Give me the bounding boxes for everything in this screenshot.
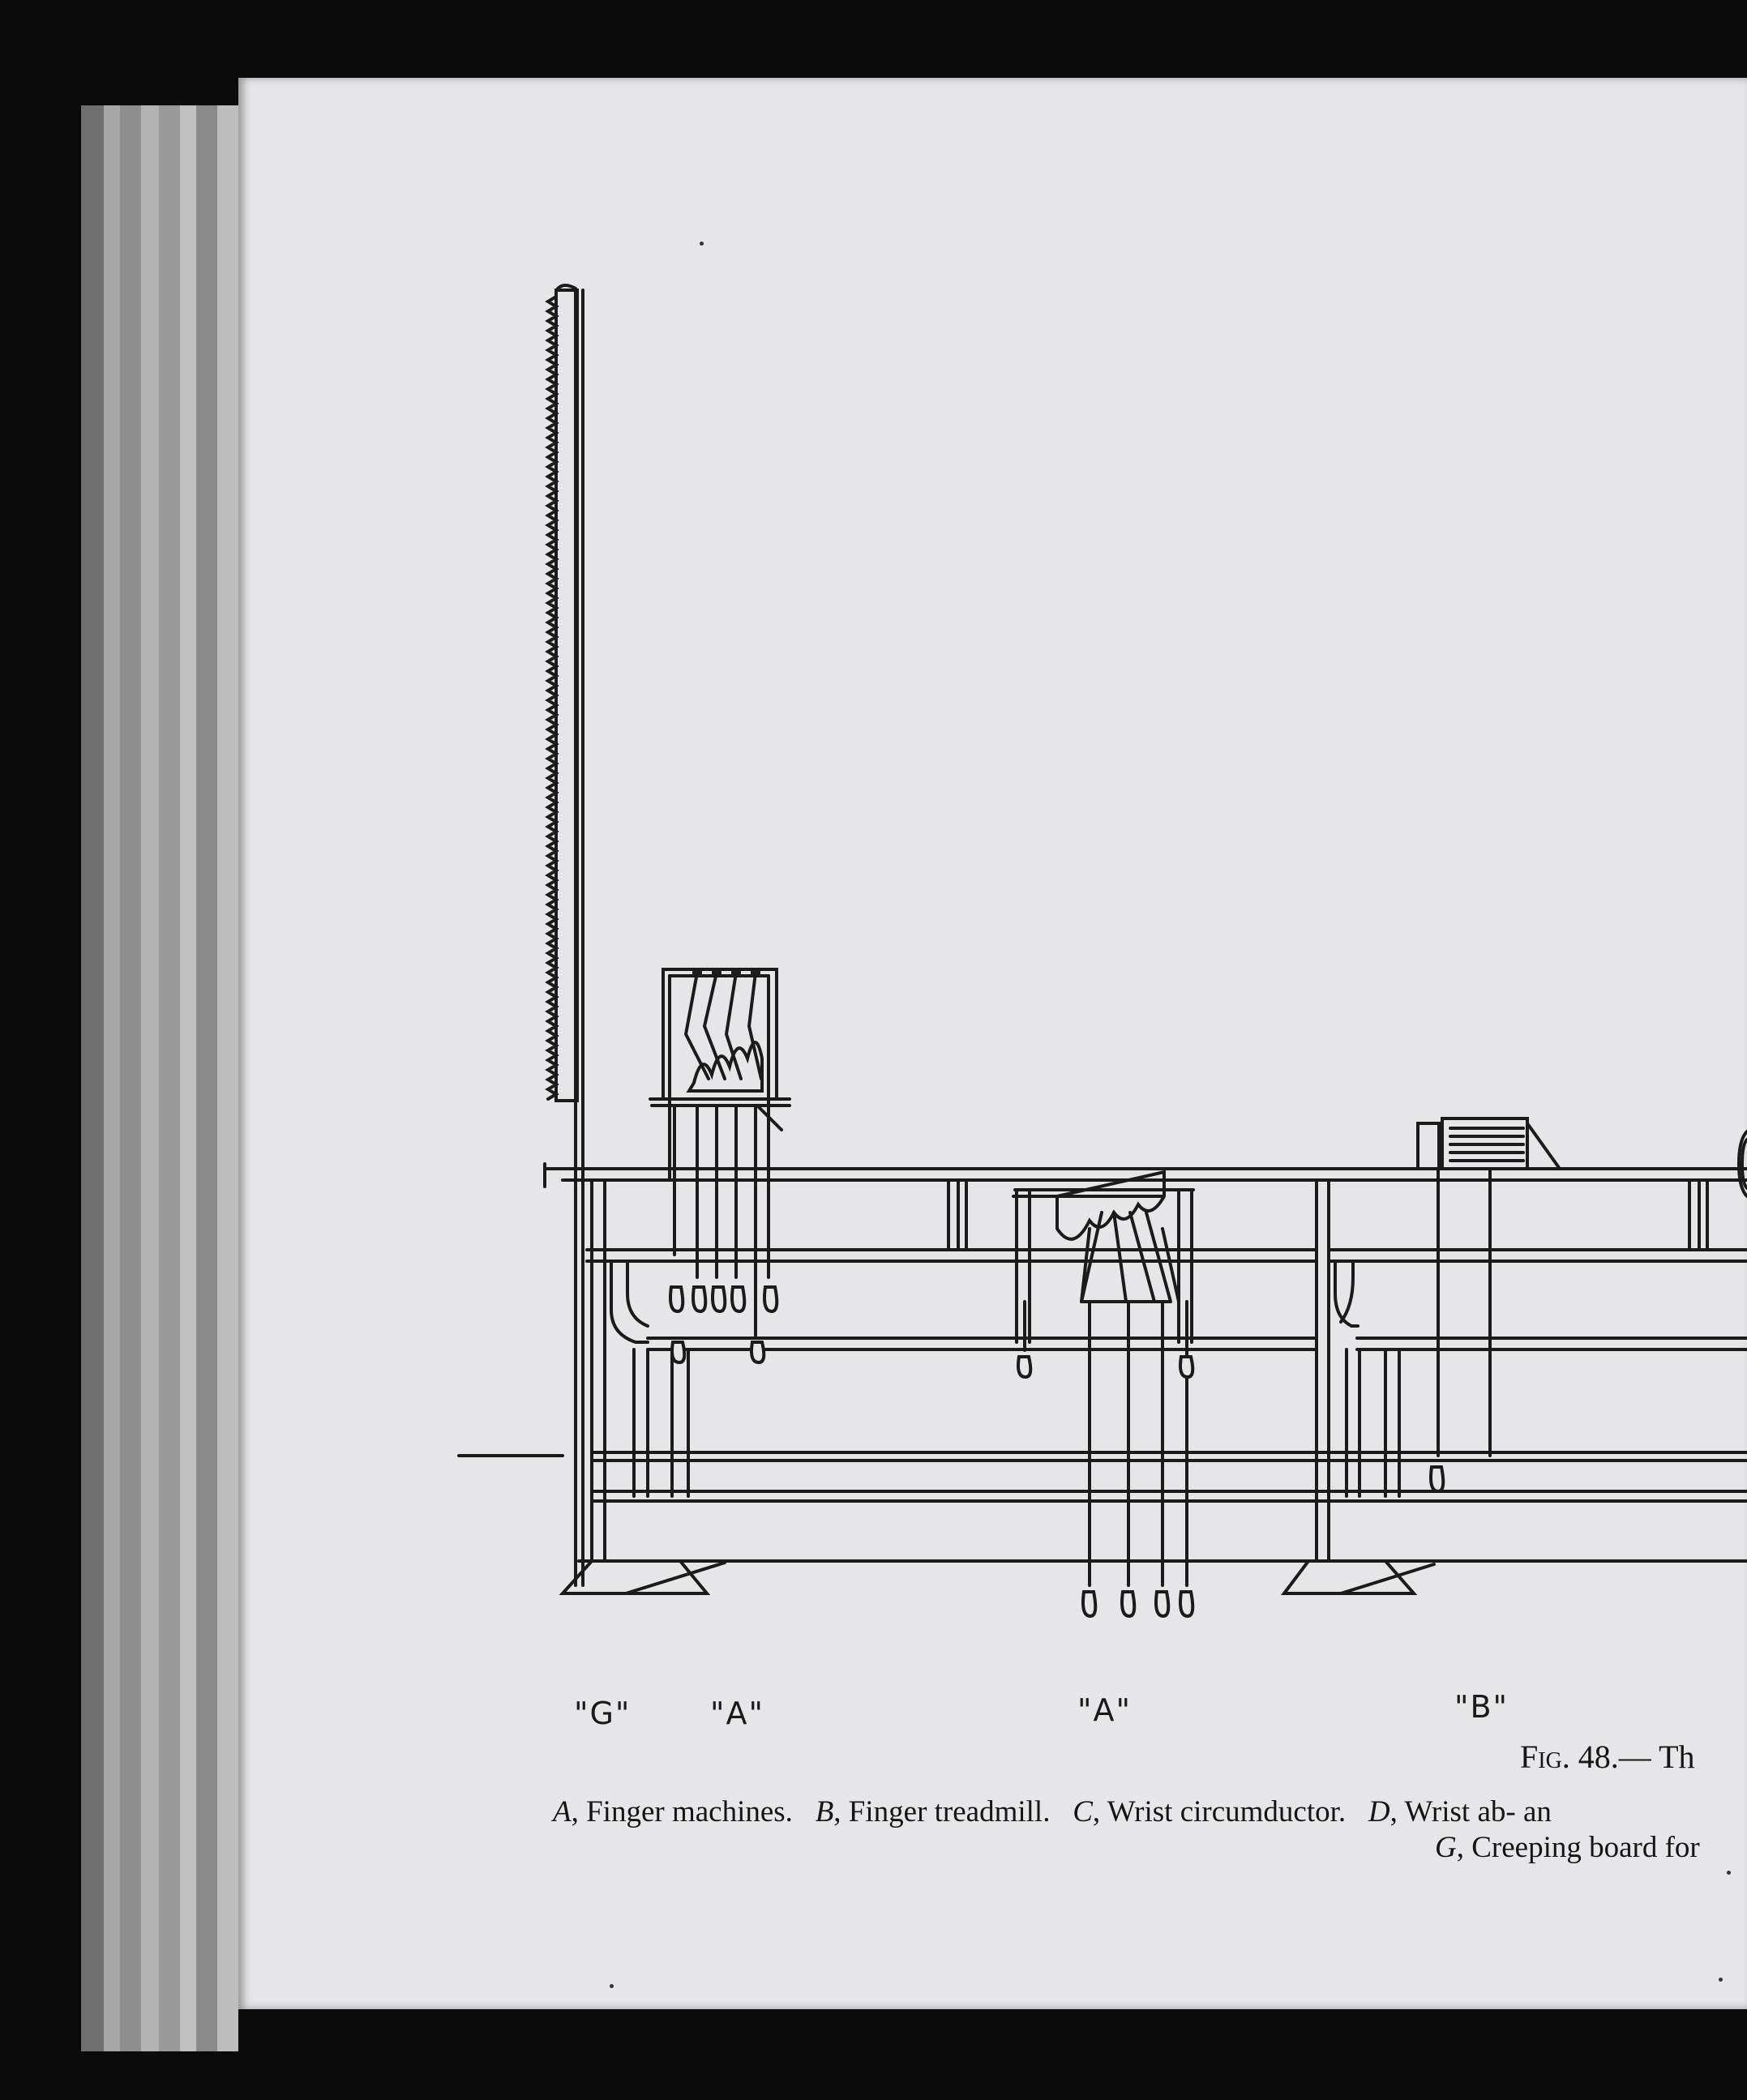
caption-c-letter: C (1073, 1795, 1093, 1828)
caption-g-text: , Creeping board for (1456, 1831, 1700, 1864)
creeping-board-g (548, 285, 583, 1585)
caption-d-letter: D (1368, 1795, 1390, 1828)
page-edge (159, 105, 180, 2051)
page-edge (180, 105, 196, 2051)
caption-b-text: , Finger treadmill. (833, 1795, 1051, 1828)
caption-line-1 (553, 1794, 1552, 1829)
finger-machine-a-middle (1013, 1172, 1193, 1585)
caption-c-text: , Wrist circumductor. (1092, 1795, 1347, 1828)
dust-speck (1719, 1978, 1723, 1982)
figure-title-text: — Th (1618, 1739, 1695, 1775)
page-edge (217, 105, 238, 2051)
weights-a-middle (1018, 1357, 1192, 1616)
page-edge (141, 105, 159, 2051)
page-edge (120, 105, 141, 2051)
apparatus-drawing (238, 78, 1747, 2009)
caption-d-text: , Wrist ab- an (1389, 1795, 1552, 1828)
figure-number: 48. (1578, 1739, 1619, 1775)
figure-prefix: Fig. (1520, 1739, 1570, 1775)
caption-a-text: , Finger machines. (571, 1795, 793, 1828)
caption-b-letter: B (815, 1795, 834, 1828)
page-edge (104, 105, 120, 2051)
dust-speck (1727, 1871, 1731, 1875)
page-edge (81, 105, 104, 2051)
label-g: "G" (574, 1696, 632, 1731)
dust-speck (610, 1984, 614, 1988)
label-a-middle: "A" (1077, 1692, 1132, 1728)
finger-machine-a-left (650, 969, 790, 1336)
book-page (238, 78, 1747, 2009)
caption-a-letter: A (553, 1795, 572, 1828)
dust-speck (700, 242, 704, 246)
weight-b (1431, 1467, 1443, 1491)
weights-a-left (670, 1287, 777, 1362)
caption-line-2 (1435, 1830, 1700, 1865)
label-b: "B" (1454, 1689, 1509, 1725)
caption-g-letter: G (1435, 1831, 1457, 1864)
page-edge (196, 105, 217, 2051)
figure-title (1520, 1738, 1695, 1776)
label-a-left: "A" (710, 1696, 764, 1731)
wrist-circumductor-c (1739, 1131, 1747, 1196)
bench-frame (545, 1164, 1747, 1593)
